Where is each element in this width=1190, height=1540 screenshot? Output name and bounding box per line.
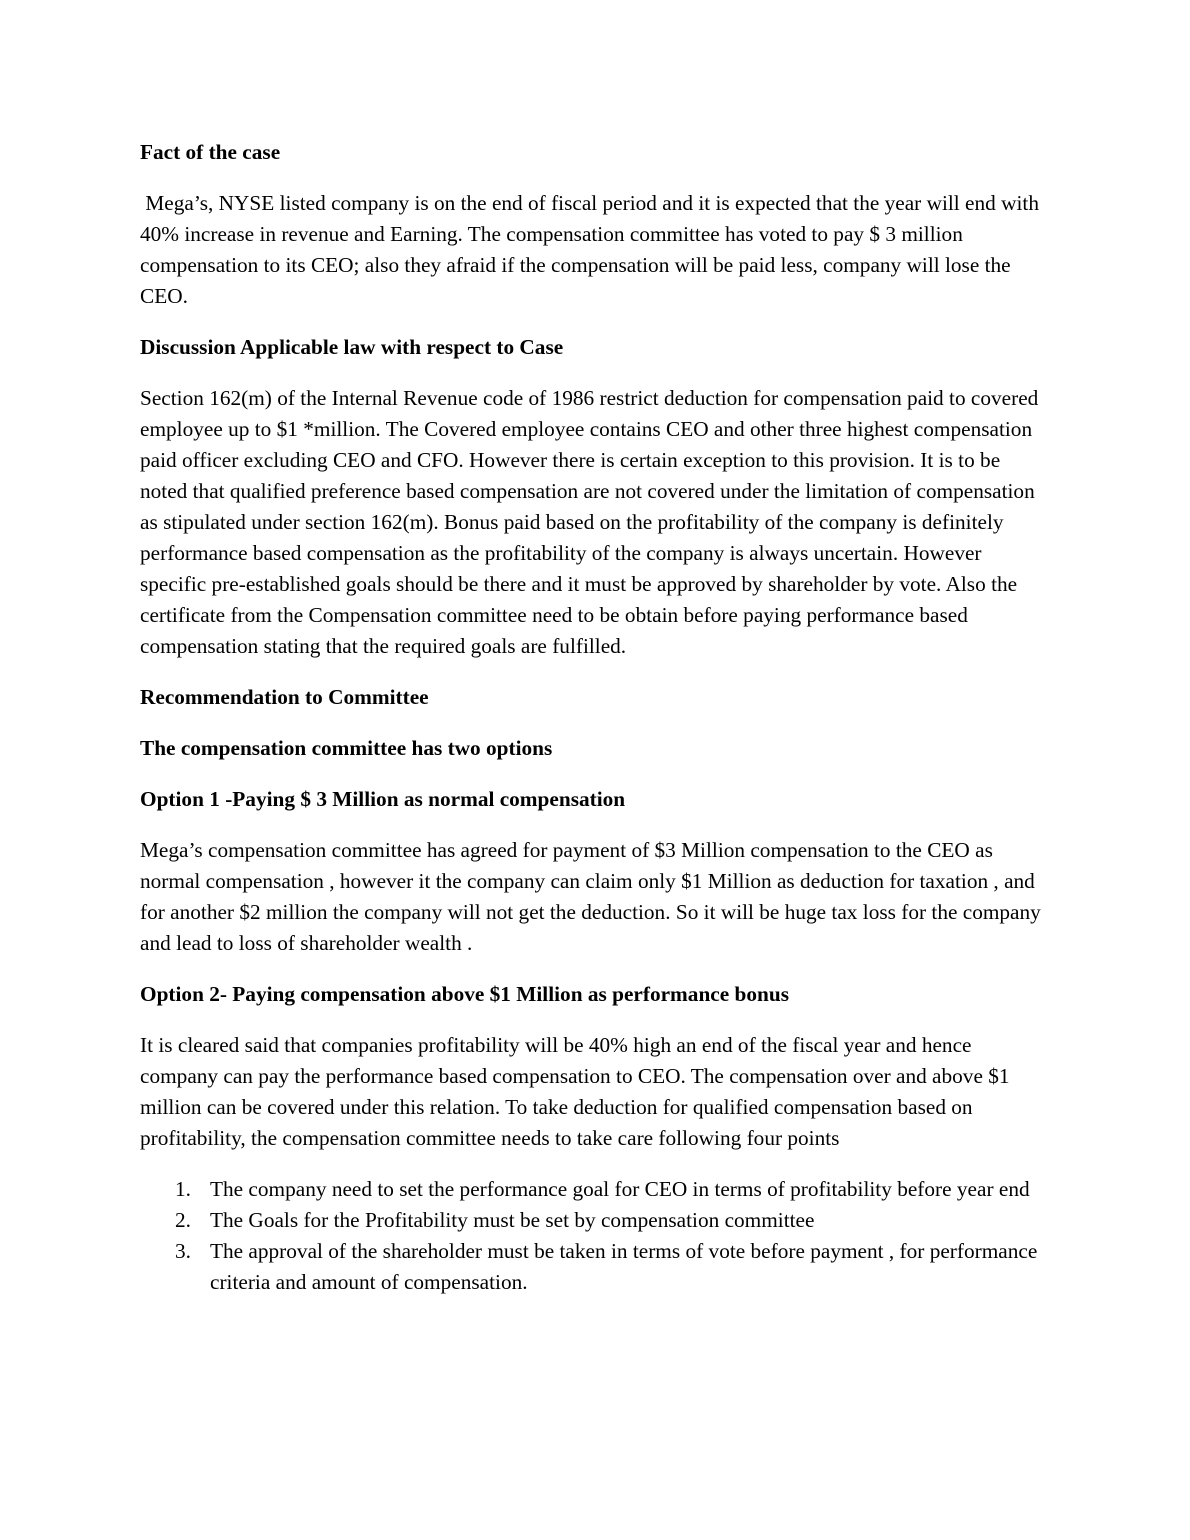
- paragraph-facts: Mega’s, NYSE listed company is on the end of fiscal period and it is expected that the year will end with 40% increase in revenue and Earning. The compensation committee has voted to pay $ 3 million compensation to its CEO; also they afraid if the compensation will be paid less, company will lose the CEO.: [140, 191, 1039, 308]
- list-item-number: 3.: [175, 1239, 191, 1263]
- heading-two-options: The compensation committee has two options: [140, 736, 553, 760]
- list-item-number: 1.: [175, 1177, 191, 1201]
- paragraph-section-162m: Section 162(m) of the Internal Revenue code of 1986 restrict deduction for compensation paid to covered employee up to $1 *million. The Covered employee contains CEO and other three highest compensation paid officer excluding CEO and CFO. However there is certain exception to this provision. It is to be noted that qualified preference based compensation are not covered under the limitation of compensation as stipulated under section 162(m). Bonus paid based on the profitability of the company is definitely performance based compensation as the profitability of the company is always uncertain. However specific pre-established goals should be there and it must be approved by shareholder by vote. Also the certificate from the Compensation committee need to be obtain before paying performance based compensation stating that the required goals are fulfilled.: [140, 386, 1039, 658]
- list-item-text: The Goals for the Profitability must be set by compensation committee: [210, 1208, 815, 1232]
- heading-option-2: Option 2- Paying compensation above $1 Million as performance bonus: [140, 982, 789, 1006]
- list-item: [175, 1236, 1052, 1298]
- list-item-text: The approval of the shareholder must be taken in terms of vote before payment , for performance criteria and amount of compensation.: [210, 1239, 1038, 1294]
- document-page: [140, 137, 1052, 1298]
- numbered-list: [140, 1174, 1052, 1298]
- list-item: [175, 1174, 1052, 1205]
- list-item: [175, 1205, 1052, 1236]
- paragraph-option-2: It is cleared said that companies profitability will be 40% high an end of the fiscal year and hence company can pay the performance based compensation to CEO. The compensation over and above $1 million can be covered under this relation. To take deduction for qualified compensation based on profitability, the compensation committee needs to take care following four points: [140, 1033, 1010, 1150]
- heading-recommendation: Recommendation to Committee: [140, 685, 429, 709]
- heading-applicable-law: Discussion Applicable law with respect to Case: [140, 335, 564, 359]
- list-item-number: 2.: [175, 1208, 191, 1232]
- list-item-text: The company need to set the performance goal for CEO in terms of profitability before year end: [210, 1177, 1030, 1201]
- paragraph-option-1: Mega’s compensation committee has agreed for payment of $3 Million compensation to the CEO as normal compensation , however it the company can claim only $1 Million as deduction for taxation , and for another $2 million the company will not get the deduction. So it will be huge tax loss for the company and lead to loss of shareholder wealth .: [140, 838, 1041, 955]
- heading-fact-of-case: Fact of the case: [140, 140, 281, 164]
- heading-option-1: Option 1 -Paying $ 3 Million as normal compensation: [140, 787, 626, 811]
